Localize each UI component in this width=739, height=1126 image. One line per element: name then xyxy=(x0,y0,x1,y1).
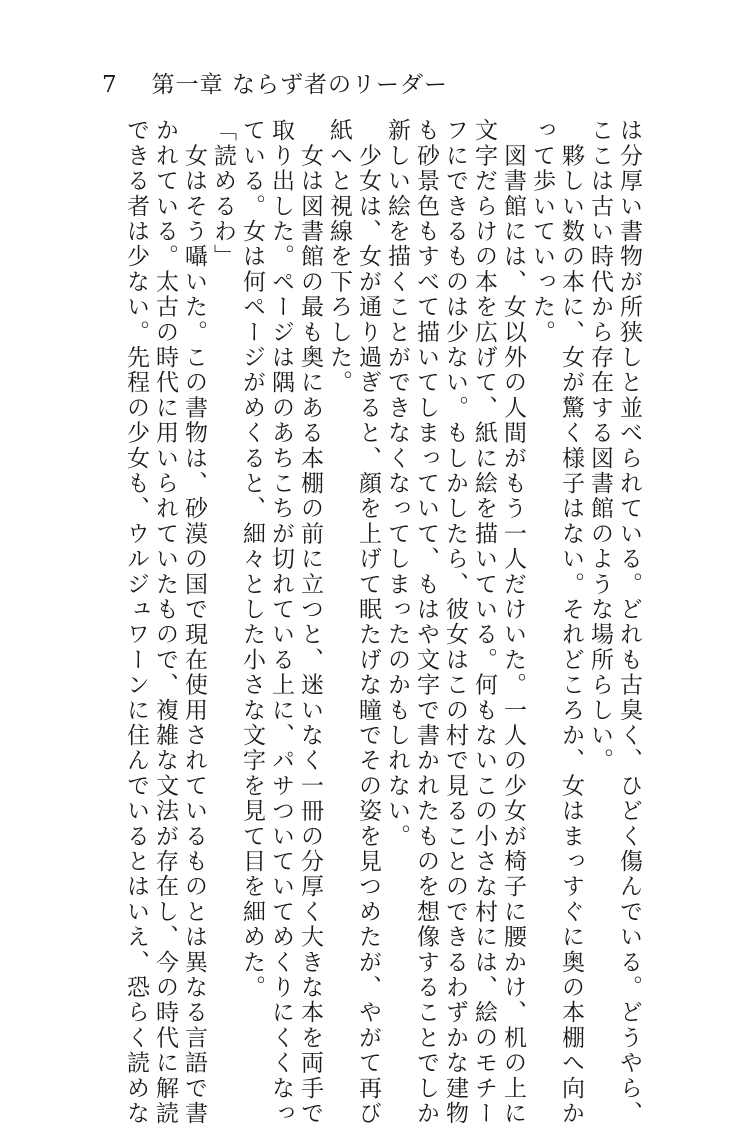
text-line: 女はそう囁いた。この書物は、砂漠の国で現在使用されているものとは異なる言語で書 xyxy=(181,118,207,1126)
text-line: できる者は少ない。先程の少女も、ウルジュワーンに住んでいるとはいえ、恐らく読めな xyxy=(123,118,149,1126)
text-line: 「読めるわ」 xyxy=(210,118,236,270)
text-line: ここは古い時代から存在する図書館のような場所らしい。 xyxy=(587,118,613,774)
text-line: フにできるものは少ない。もしかしたら、彼女はこの村で見ることのできるわずかな建物 xyxy=(442,118,468,1126)
text-line: 取り出した。ページは隅のあちこちが切れている上に、パサついていてめくりにくくなっ xyxy=(268,118,294,1126)
text-line: 文字だらけの本を広げて、紙に絵を描いている。何もないこの小さな村には、絵のモチー xyxy=(471,118,497,1126)
text-line: 少女は、女が通り過ぎると、顔を上げて眠たげな瞳でその姿を見つめたが、やがて再び xyxy=(355,118,381,1126)
vertical-body-text xyxy=(121,118,643,1126)
text-line: 女は図書館の最も奥にある本棚の前に立つと、迷いなく一冊の分厚く大きな本を両手で xyxy=(297,118,323,1126)
text-line: 新しい絵を描くことができなくなってしまったのかもしれない。 xyxy=(384,118,410,849)
text-line: 夥しい数の本に、女が驚く様子はない。それどころか、女はまっすぐに奥の本棚へ向か xyxy=(558,118,584,1126)
chapter-title: 第一章 ならず者のリーダー xyxy=(151,72,448,98)
text-line: は分厚い書物が所狭しと並べられている。どれも古臭く、ひどく傷んでいる。どうやら、 xyxy=(616,118,642,1126)
text-line: 図書館には、女以外の人間がもう一人だけいた。一人の少女が椅子に腰かけ、机の上に xyxy=(500,118,526,1126)
text-line: ている。女は何ページがめくると、細々とした小さな文字を見て目を細めた。 xyxy=(239,118,265,1000)
text-line: も砂景色もすべて描いてしまっていて、もはや文字で書かれたものを想像することでしか xyxy=(413,118,439,1126)
text-line: かれている。太古の時代に用いられていたもので、複雑な文法が存在し、今の時代に解読 xyxy=(152,118,178,1126)
text-line: 紙へと視線を下ろした。 xyxy=(326,118,352,396)
text-line: って歩いていった。 xyxy=(529,118,555,345)
running-header xyxy=(102,66,448,96)
page-number: 7 xyxy=(102,72,118,98)
